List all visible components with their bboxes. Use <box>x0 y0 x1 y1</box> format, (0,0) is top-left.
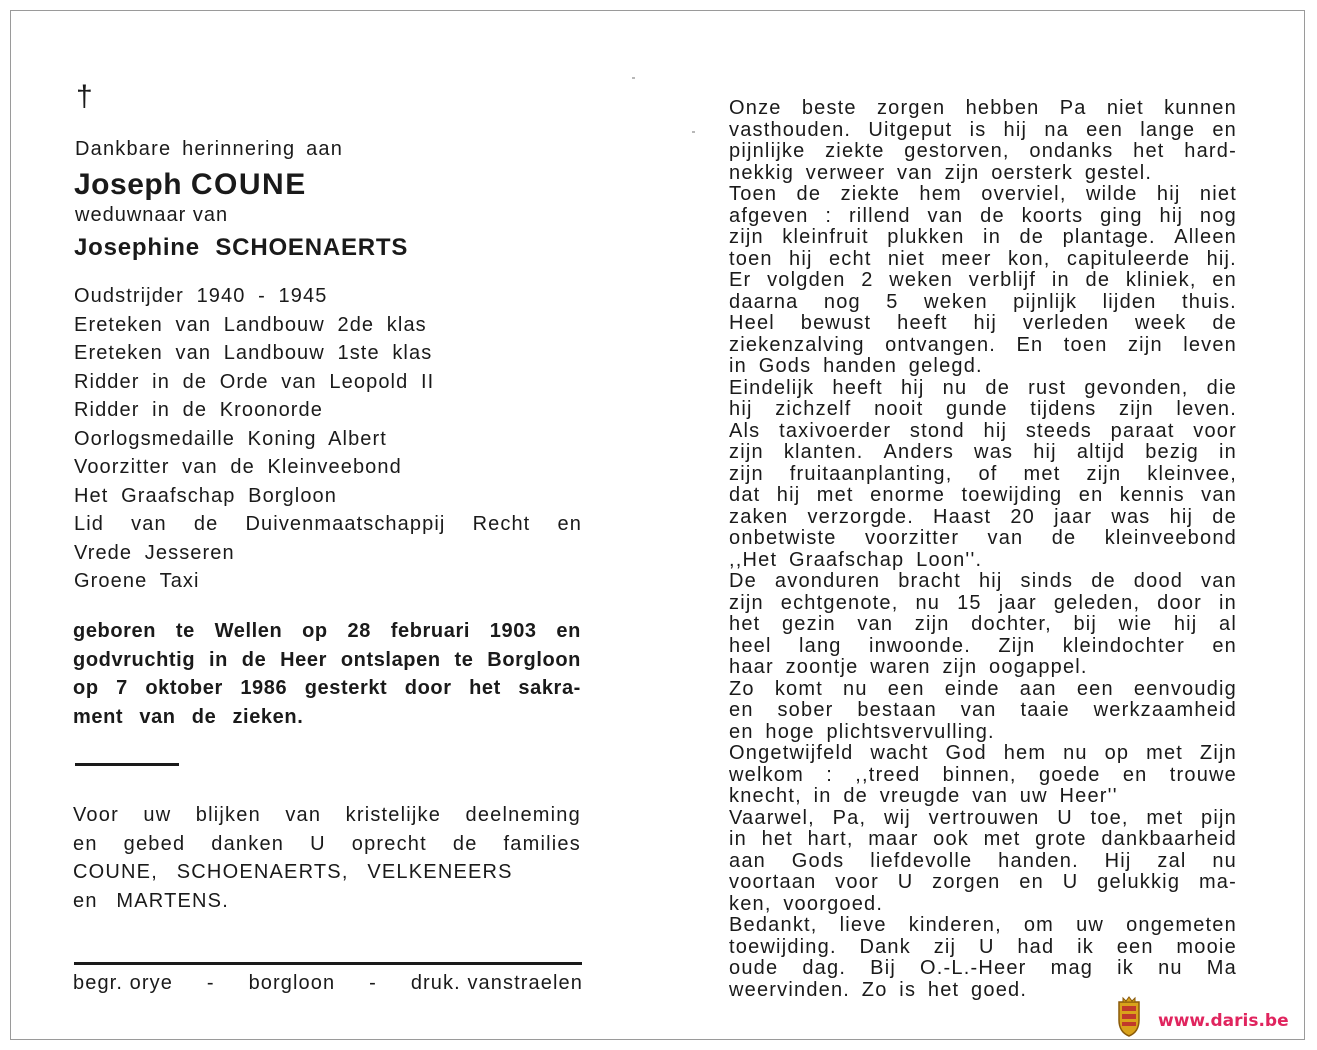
thanks-line: COUNE, SCHOENAERTS, VELKENEERS <box>73 861 513 883</box>
memorial-text-line: Vaarwel, Pa, wij vertrouwen U toe, met pijn <box>729 806 1237 829</box>
memorial-text-line: welkom : ,,treed binnen, goede en trouwe <box>729 763 1237 786</box>
birth-line: geboren te Wellen op 28 februari 1903 en <box>73 620 581 642</box>
spouse-first-name: Josephine <box>74 234 200 261</box>
memorial-text-line: dat hij met enorme toewijding en kennis van <box>729 484 1237 506</box>
printer-part: - <box>206 972 215 994</box>
honor-item: Oudstrijder 1940 - 1945 <box>74 285 328 307</box>
memorial-text-line: nekkig verweer van zijn oersterk gestel. <box>729 161 1153 184</box>
birth-line: godvruchtig in de Heer ontslapen te Borgloon <box>73 648 581 671</box>
memorial-text-line: en sober bestaan van taaie werkzaamheid <box>729 699 1237 721</box>
memorial-text-line: heel lang inwoonde. Zijn kleindochter en <box>729 634 1237 657</box>
memorial-text-column <box>729 98 1239 1001</box>
honor-item: Ridder in de Orde van Leopold II <box>74 370 435 393</box>
memorial-text-line: in Gods handen gelegd. <box>729 355 983 377</box>
birth-line: ment van de zieken. <box>73 705 304 728</box>
honor-item: Voorzitter van de Kleinveebond <box>74 456 402 478</box>
memorial-text-line: toen hij echt niet meer kon, capituleerde hij. <box>729 247 1237 270</box>
printer-part: borgloon <box>248 972 336 994</box>
short-divider <box>75 763 179 766</box>
memorial-text-line: zijn fruitaanplanting, of met zijn kleinvee, <box>729 462 1237 485</box>
speck-mark <box>632 77 635 79</box>
birth-death-paragraph <box>73 617 583 731</box>
memorial-text-line: ziekenzalving ontvangen. En toen zijn leven <box>729 333 1237 356</box>
thanks-line: en MARTENS. <box>73 889 229 912</box>
memorial-text-line: en hoge plichtsvervulling. <box>729 720 995 743</box>
thanks-paragraph <box>73 801 583 915</box>
memorial-text-line: weervinden. Zo is het goed. <box>729 978 1028 1001</box>
memorial-text-line: onbetwiste voorzitter van de kleinveebond <box>729 527 1237 549</box>
printer-line <box>73 972 583 995</box>
honor-item: Groene Taxi <box>74 570 200 592</box>
memorial-text-line: zijn echtgenote, nu 15 jaar geleden, door in <box>729 591 1237 614</box>
spouse-name <box>74 234 408 262</box>
memorial-text-line: Zo komt nu een einde aan een eenvoudig <box>729 677 1237 700</box>
memorial-text-line: haar zoontje waren zijn oogappel. <box>729 656 1088 678</box>
memorial-text-line: Toen de ziekte hem overviel, wilde hij niet <box>729 183 1237 205</box>
memorial-text-line: knecht, in de vreugde van uw Heer'' <box>729 785 1118 807</box>
honor-item: Lid van de Duivenmaatschappij Recht en <box>74 513 582 535</box>
honor-item: Vrede Jesseren <box>74 541 235 564</box>
memorial-text-line: hij zichzelf nooit gunde tijdens zijn leven. <box>729 398 1237 420</box>
memorial-text-line: toewijding. Dank zij U had ik een mooie <box>729 935 1237 958</box>
memorial-text-line: Onze beste zorgen hebben Pa niet kunnen <box>729 97 1237 119</box>
intro-text: Dankbare herinnering aan <box>75 138 344 160</box>
thanks-line: Voor uw blijken van kristelijke deelneming <box>73 804 581 826</box>
first-name: Joseph <box>74 168 183 201</box>
memorial-text-line: daarna nog 5 weken pijnlijk lijden thuis. <box>729 290 1237 313</box>
spouse-surname: SCHOENAERTS <box>215 234 409 261</box>
memorial-text-line: het gezin van zijn dochter, bij wie hij al <box>729 613 1237 635</box>
cross-symbol: † <box>76 80 93 113</box>
thanks-line: en gebed danken U oprecht de families <box>73 832 581 855</box>
memorial-text-line: ,,Het Graafschap Loon''. <box>729 548 983 571</box>
printer-part: - <box>369 972 377 994</box>
memorial-text-line: De avonduren bracht hij sinds de dood van <box>729 570 1237 592</box>
memorial-text-line: Bedankt, lieve kinderen, om uw ongemeten <box>729 914 1237 936</box>
honor-item: Oorlogsmedaille Koning Albert <box>74 427 387 450</box>
printer-part: druk. vanstraelen <box>410 972 583 994</box>
memorial-text-line: voortaan voor U zorgen en U gelukkig ma- <box>729 871 1237 893</box>
honor-item: Ereteken van Landbouw 1ste klas <box>74 342 433 364</box>
memorial-text-line: Als taxivoerder stond hij steeds paraat voor <box>729 419 1237 442</box>
crest-logo-icon <box>1114 996 1144 1038</box>
memorial-text-line: Ongetwijfeld wacht God hem nu op met Zijn <box>729 742 1237 764</box>
honor-item: Ridder in de Kroonorde <box>74 399 323 421</box>
memorial-text-line: in het hart, maar ook met grote dankbaarheid <box>729 828 1237 850</box>
memorial-text-line: zijn kleinfruit plukken in de plantage. Alleen <box>729 226 1237 248</box>
long-divider <box>74 962 582 965</box>
memorial-text-line: ken, voorgoed. <box>729 892 884 915</box>
memorial-text-line: Er volgden 2 weken verblijf in de kliniek, en <box>729 269 1237 291</box>
memorial-text-line: aan Gods liefdevolle handen. Hij zal nu <box>729 849 1237 872</box>
memorial-text-line: zaken verzorgde. Haast 20 jaar was hij de <box>729 505 1237 528</box>
memorial-text-line: Eindelijk heeft hij nu de rust gevonden, die <box>729 376 1237 399</box>
memorial-text-line: oude dag. Bij O.-L.-Heer mag ik nu Ma <box>729 957 1237 979</box>
memorial-text-line: pijnlijke ziekte gestorven, ondanks het hard- <box>729 140 1237 162</box>
honor-item: Het Graafschap Borgloon <box>74 484 337 507</box>
deceased-name <box>74 168 307 202</box>
memorial-text-line: Heel bewust heeft hij verleden week de <box>729 312 1237 334</box>
speck-mark <box>692 131 695 133</box>
honor-item: Ereteken van Landbouw 2de klas <box>74 313 427 336</box>
memorial-text-line: zijn klanten. Anders was hij altijd bezig in <box>729 441 1237 463</box>
website-watermark[interactable]: www.daris.be <box>1158 1011 1289 1031</box>
honors-list <box>74 282 584 596</box>
memorial-text-line: vasthouden. Uitgeput is hij na een lange en <box>729 118 1237 141</box>
birth-line: op 7 oktober 1986 gesterkt door het sakra- <box>73 677 581 699</box>
printer-part: begr. orye <box>73 972 173 994</box>
widow-of-text: weduwnaar van <box>75 204 229 226</box>
surname: COUNE <box>190 168 307 201</box>
memorial-text-line: afgeven : rillend van de koorts ging hij nog <box>729 204 1237 227</box>
